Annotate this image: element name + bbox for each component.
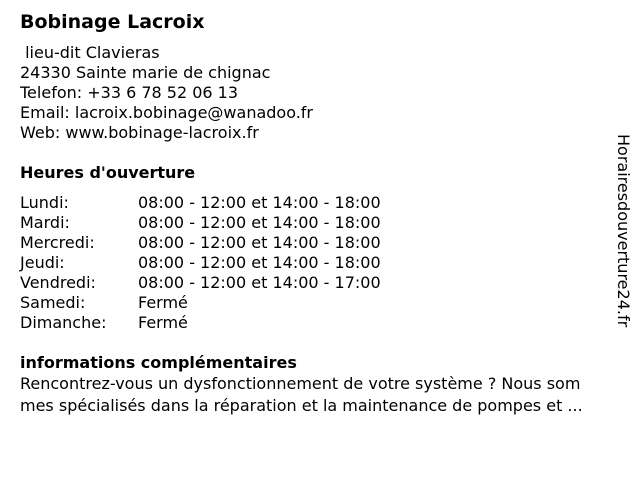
time-value: 08:00 - 12:00 et 14:00 - 18:00 <box>138 193 381 212</box>
email-text: Email: lacroix.bobinage@wanadoo.fr <box>20 103 314 122</box>
day-label: Mardi: <box>20 213 70 232</box>
time-value: 08:00 - 12:00 et 14:00 - 18:00 <box>138 213 381 232</box>
contact-block <box>20 43 313 143</box>
day-label: Dimanche: <box>20 313 107 332</box>
day-label: Jeudi: <box>20 253 65 272</box>
web-text: Web: www.bobinage-lacroix.fr <box>20 123 259 142</box>
address-line-1: lieu-dit Clavieras <box>20 43 160 62</box>
address-line-2: 24330 Sainte marie de chignac <box>20 63 271 82</box>
time-value: 08:00 - 12:00 et 14:00 - 18:00 <box>138 253 381 272</box>
business-name: Bobinage Lacroix <box>20 11 205 33</box>
day-label: Mercredi: <box>20 233 95 252</box>
info-line-1: Rencontrez-vous un dysfonctionnement de votre système ? Nous som <box>20 374 581 393</box>
phone-text: Telefon: +33 6 78 52 06 13 <box>20 83 239 102</box>
day-label: Vendredi: <box>20 273 96 292</box>
time-value: Fermé <box>138 293 188 312</box>
info-heading: informations complémentaires <box>20 353 297 372</box>
info-line-2: mes spécialisés dans la réparation et la maintenance de pompes et ... <box>20 396 583 415</box>
site-watermark: Horairesdouverture24.fr <box>614 134 633 328</box>
day-label: Lundi: <box>20 193 69 212</box>
day-label: Samedi: <box>20 293 86 312</box>
time-value: Fermé <box>138 313 188 332</box>
time-value: 08:00 - 12:00 et 14:00 - 18:00 <box>138 233 381 252</box>
time-value: 08:00 - 12:00 et 14:00 - 17:00 <box>138 273 381 292</box>
info-text <box>20 373 630 417</box>
hours-heading: Heures d'ouverture <box>20 163 196 182</box>
